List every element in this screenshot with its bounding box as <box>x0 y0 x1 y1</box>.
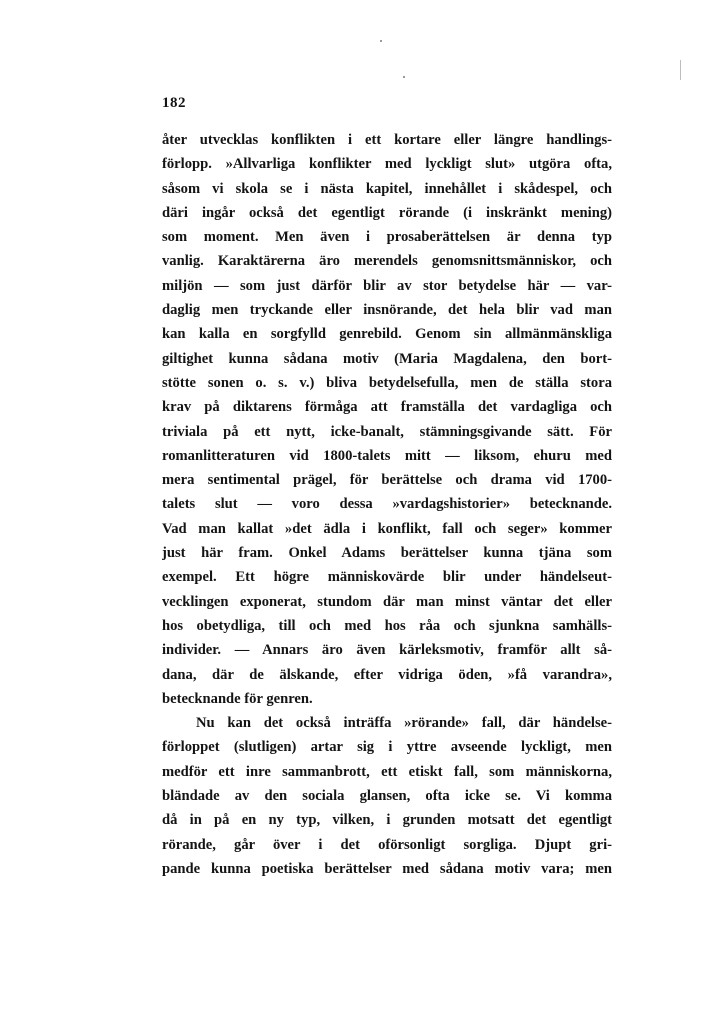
paragraph-first-line: Nu kan det också inträffa »rörande» fall, där händelse- <box>196 715 612 732</box>
text-line: såsom vi skola se i nästa kapitel, innehållet i skådespel, och <box>162 180 612 197</box>
text-line: romanlitteraturen vid 1800-talets mitt — liksom, ehuru med <box>162 447 612 464</box>
text-line: daglig men tryckande eller insnörande, det hela blir vad man <box>162 302 612 319</box>
scan-edge-mark <box>680 60 681 80</box>
text-line: triviala på ett nytt, icke-banalt, stämningsgivande sätt. För <box>162 423 612 440</box>
text-line: medför ett inre sammanbrott, ett etiskt fall, som människorna, <box>162 763 612 780</box>
text-line: stötte sonen o. s. v.) bliva betydelsefulla, men de ställa stora <box>162 374 612 391</box>
text-line: som moment. Men även i prosaberättelsen är denna typ <box>162 229 612 246</box>
text-line: bländade av den sociala glansen, ofta icke se. Vi komma <box>162 788 612 805</box>
page-number: 182 <box>162 95 186 111</box>
text-line: miljön — som just därför blir av stor betydelse här — var- <box>162 277 612 294</box>
text-line: kan kalla en sorgfylld genrebild. Genom sin allmänmänskliga <box>162 326 612 343</box>
text-line: exempel. Ett högre människovärde blir under händelseut- <box>162 569 612 586</box>
text-line: förloppet (slutligen) artar sig i yttre avseende lyckligt, men <box>162 739 612 756</box>
text-line: pande kunna poetiska berättelser med sådana motiv vara; men <box>162 860 612 877</box>
scan-speck <box>380 40 382 42</box>
text-line: rörande, går över i det oförsonligt sorgliga. Djupt gri- <box>162 836 612 853</box>
text-line: däri ingår också det egentligt rörande (i inskränkt mening) <box>162 204 612 221</box>
text-line: vanlig. Karaktärerna äro merendels genomsnittsmänniskor, och <box>162 253 612 270</box>
text-line: individer. — Annars äro även kärleksmotiv, framför allt så- <box>162 642 612 659</box>
text-line: talets slut — voro dessa »vardagshistorier» betecknande. <box>162 496 612 513</box>
text-line: mera sentimental prägel, för berättelse och drama vid 1700- <box>162 472 612 489</box>
paragraph-last-line: betecknande för genren. <box>162 690 313 707</box>
text-line: åter utvecklas konflikten i ett kortare eller längre handlings- <box>162 132 612 148</box>
body-text <box>162 128 612 881</box>
text-line: Vad man kallat »det ädla i konflikt, fall och seger» kommer <box>162 520 612 537</box>
scan-speck <box>403 76 405 78</box>
text-line: hos obetydliga, till och med hos råa och sjunkna samhälls- <box>162 617 612 634</box>
text-line: krav på diktarens förmåga att framställa det vardagliga och <box>162 399 612 416</box>
text-line: förlopp. »Allvarliga konflikter med lyckligt slut» utgöra ofta, <box>162 156 612 173</box>
text-line: då in på en ny typ, vilken, i grunden motsatt det egentligt <box>162 812 612 829</box>
text-line: giltighet kunna sådana motiv (Maria Magdalena, den bort- <box>162 350 612 367</box>
text-line: dana, där de älskande, efter vidriga öden, »få varandra», <box>162 666 612 683</box>
text-line: just här fram. Onkel Adams berättelser kunna tjäna som <box>162 545 612 562</box>
text-line: vecklingen exponerat, stundom där man minst väntar det eller <box>162 593 612 610</box>
